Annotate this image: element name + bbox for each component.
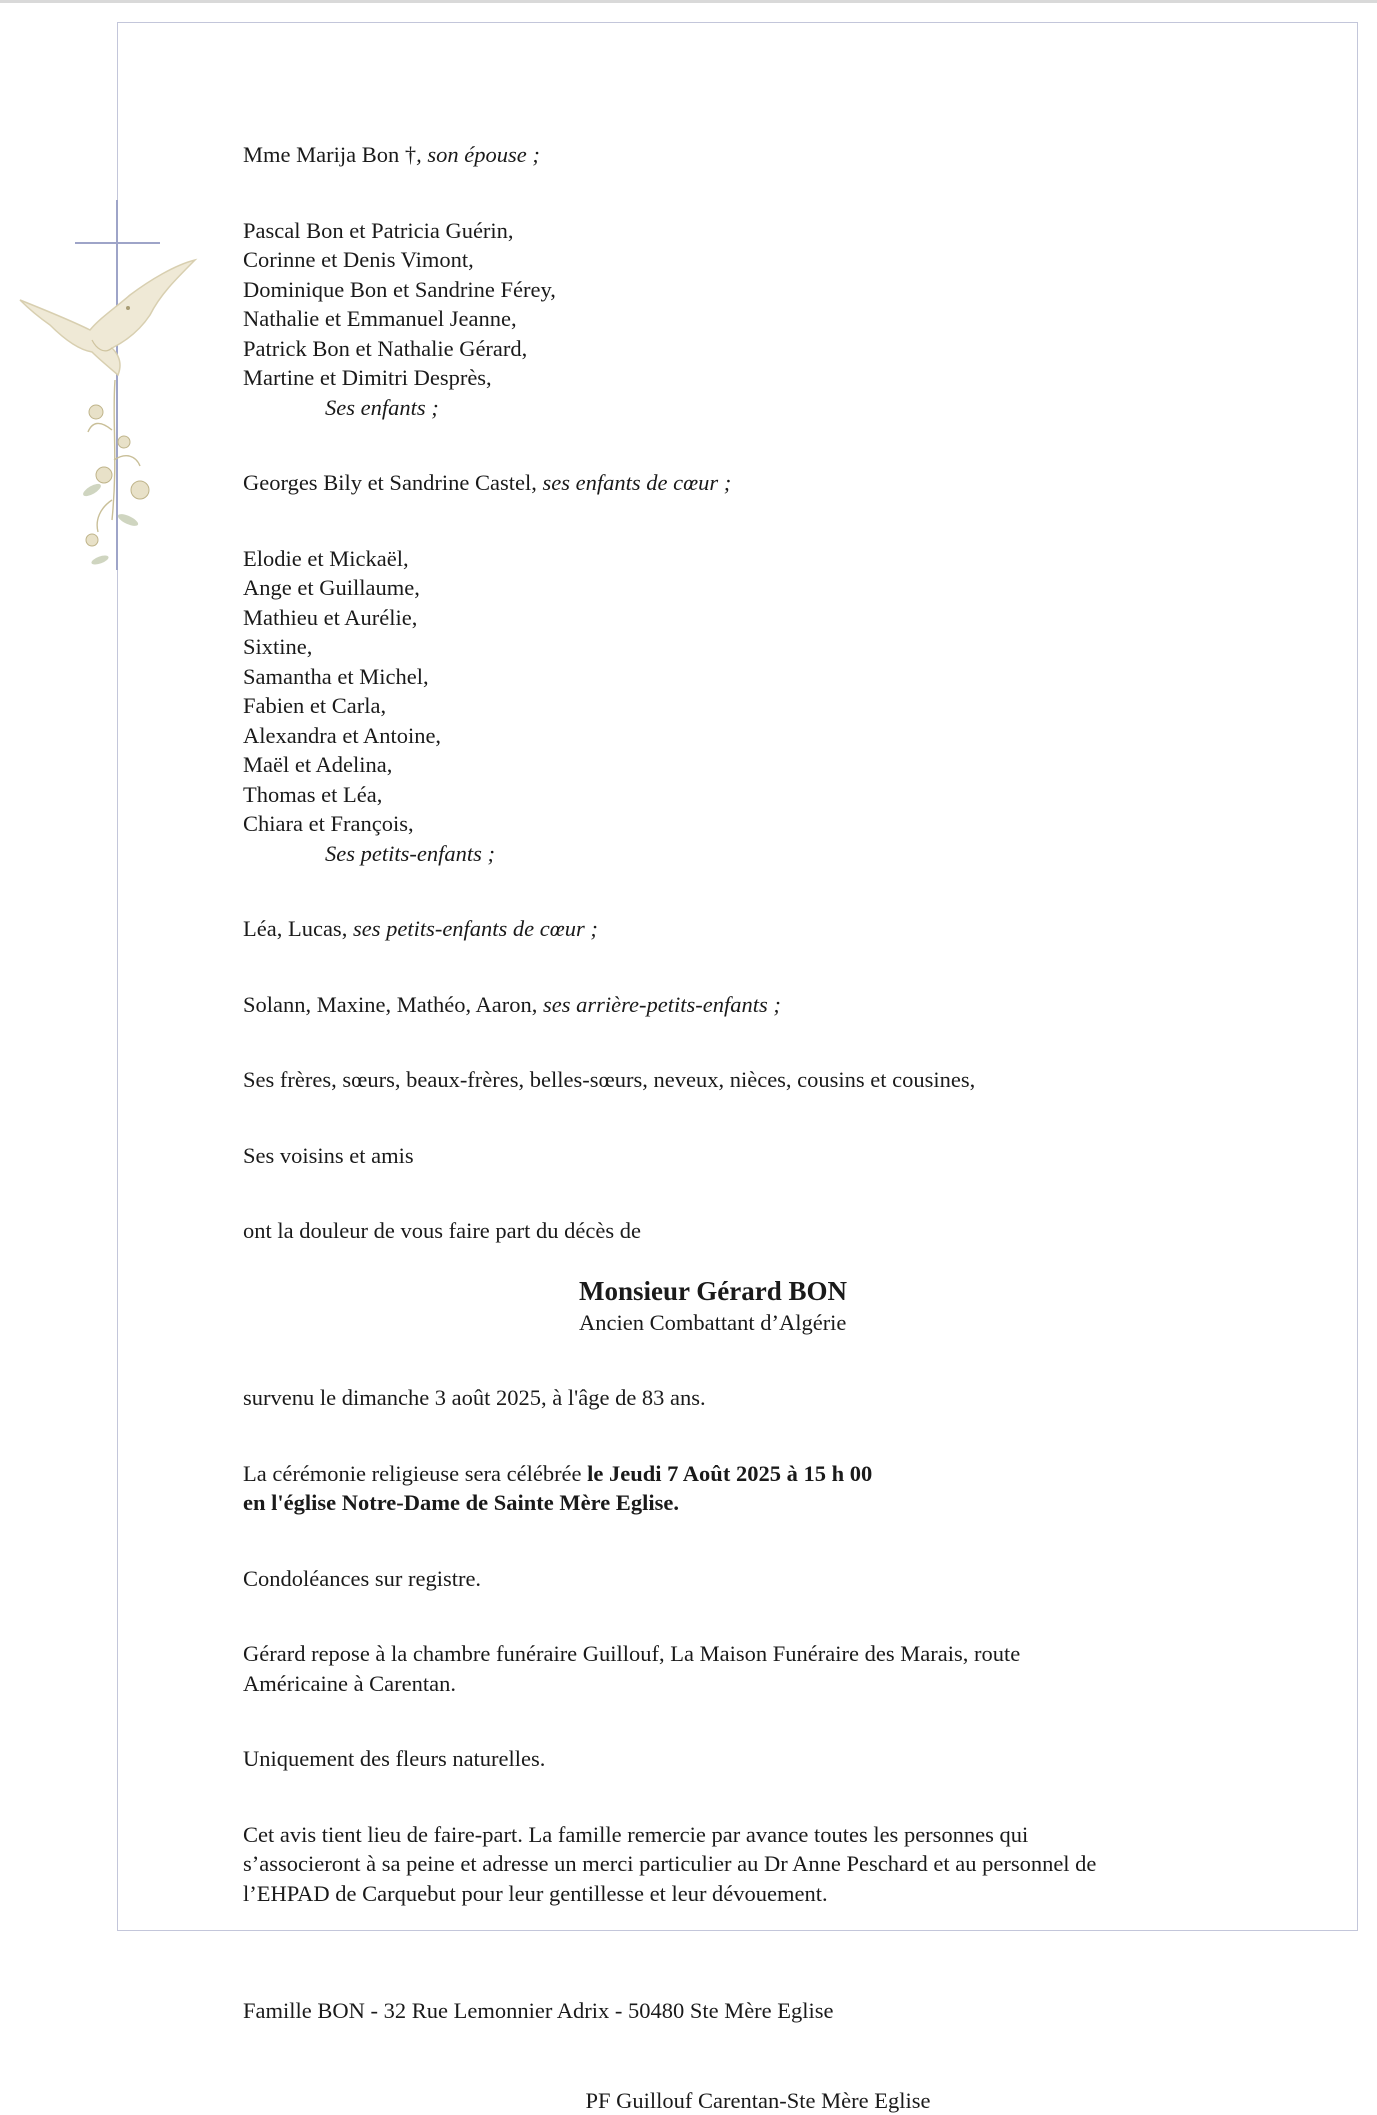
grandchild-line: Thomas et Léa, — [243, 780, 1303, 810]
grandchild-line: Elodie et Mickaël, — [243, 544, 1303, 574]
cross-symbol: † — [405, 142, 416, 167]
ceremony-intro: La cérémonie religieuse sera célébrée — [243, 1461, 587, 1486]
heart-grandchildren-line — [243, 914, 1303, 944]
ceremony-block — [243, 1459, 1303, 1518]
rest-place-line: Gérard repose à la chambre funéraire Guillouf, La Maison Funéraire des Marais, route — [243, 1639, 1303, 1669]
deceased-name: Monsieur Gérard BON — [579, 1274, 1303, 1308]
thanks-block — [243, 1820, 1303, 1909]
thanks-line: Cet avis tient lieu de faire-part. La famille remercie par avance toutes les personnes qui — [243, 1820, 1303, 1850]
rest-place-line: Américaine à Carentan. — [243, 1669, 1303, 1699]
heart-children-relation: ses enfants de cœur ; — [543, 470, 732, 495]
grandchild-line: Mathieu et Aurélie, — [243, 603, 1303, 633]
great-grandchildren-line — [243, 990, 1303, 1020]
neighbours-line: Ses voisins et amis — [243, 1141, 1303, 1171]
condolences-line: Condoléances sur registre. — [243, 1564, 1303, 1594]
grandchild-line: Fabien et Carla, — [243, 691, 1303, 721]
spouse-line — [243, 140, 1303, 170]
child-line: Nathalie et Emmanuel Jeanne, — [243, 304, 1303, 334]
child-line: Corinne et Denis Vimont, — [243, 245, 1303, 275]
child-line: Martine et Dimitri Desprès, — [243, 363, 1303, 393]
deceased-block — [243, 1274, 1303, 1338]
grandchild-line: Sixtine, — [243, 632, 1303, 662]
deceased-subtitle: Ancien Combattant d’Algérie — [579, 1308, 1303, 1338]
children-relation: Ses enfants ; — [325, 395, 439, 420]
child-line: Dominique Bon et Sandrine Férey, — [243, 275, 1303, 305]
grandchildren-list — [243, 544, 1303, 869]
grandchildren-relation: Ses petits-enfants ; — [325, 841, 495, 866]
child-line: Patrick Bon et Nathalie Gérard, — [243, 334, 1303, 364]
children-list — [243, 216, 1303, 423]
cross-dove-flower-icon — [0, 190, 210, 590]
ceremony-place: en l'église Notre-Dame de Sainte Mère Eglise. — [243, 1490, 679, 1515]
rest-place-block — [243, 1639, 1303, 1698]
heart-grandchildren-relation: ses petits-enfants de cœur ; — [353, 916, 598, 941]
scan-top-edge — [0, 0, 1377, 3]
funeral-home: PF Guillouf Carentan-Ste Mère Eglise — [243, 2086, 1303, 2115]
obituary-text — [243, 140, 1303, 2115]
flowers-line: Uniquement des fleurs naturelles. — [243, 1744, 1303, 1774]
heart-grandchildren-names: Léa, Lucas, — [243, 916, 347, 941]
grandchild-line: Maël et Adelina, — [243, 750, 1303, 780]
thanks-line: l’EHPAD de Carquebut pour leur gentillesse et leur dévouement. — [243, 1879, 1303, 1909]
announcement-line: ont la douleur de vous faire part du décès de — [243, 1216, 1303, 1246]
spouse-relation: , son épouse ; — [416, 142, 540, 167]
child-line: Pascal Bon et Patricia Guérin, — [243, 216, 1303, 246]
extended-family-line: Ses frères, sœurs, beaux-frères, belles-sœurs, neveux, nièces, cousins et cousines, — [243, 1065, 1303, 1095]
heart-children-line — [243, 468, 1303, 498]
great-grandchildren-names: Solann, Maxine, Mathéo, Aaron, — [243, 992, 537, 1017]
grandchild-line: Alexandra et Antoine, — [243, 721, 1303, 751]
spouse-name: Mme Marija Bon — [243, 142, 399, 167]
grandchild-line: Chiara et François, — [243, 809, 1303, 839]
ceremony-date: le Jeudi 7 Août 2025 à 15 h 00 — [587, 1461, 872, 1486]
family-address: Famille BON - 32 Rue Lemonnier Adrix - 50480 Ste Mère Eglise — [243, 1996, 1303, 2026]
thanks-line: s’associeront à sa peine et adresse un merci particulier au Dr Anne Peschard et au personnel de — [243, 1849, 1303, 1879]
heart-children-names: Georges Bily et Sandrine Castel, — [243, 470, 537, 495]
death-date-line: survenu le dimanche 3 août 2025, à l'âge de 83 ans. — [243, 1383, 1303, 1413]
grandchild-line: Ange et Guillaume, — [243, 573, 1303, 603]
great-grandchildren-relation: ses arrière-petits-enfants ; — [543, 992, 781, 1017]
grandchild-line: Samantha et Michel, — [243, 662, 1303, 692]
